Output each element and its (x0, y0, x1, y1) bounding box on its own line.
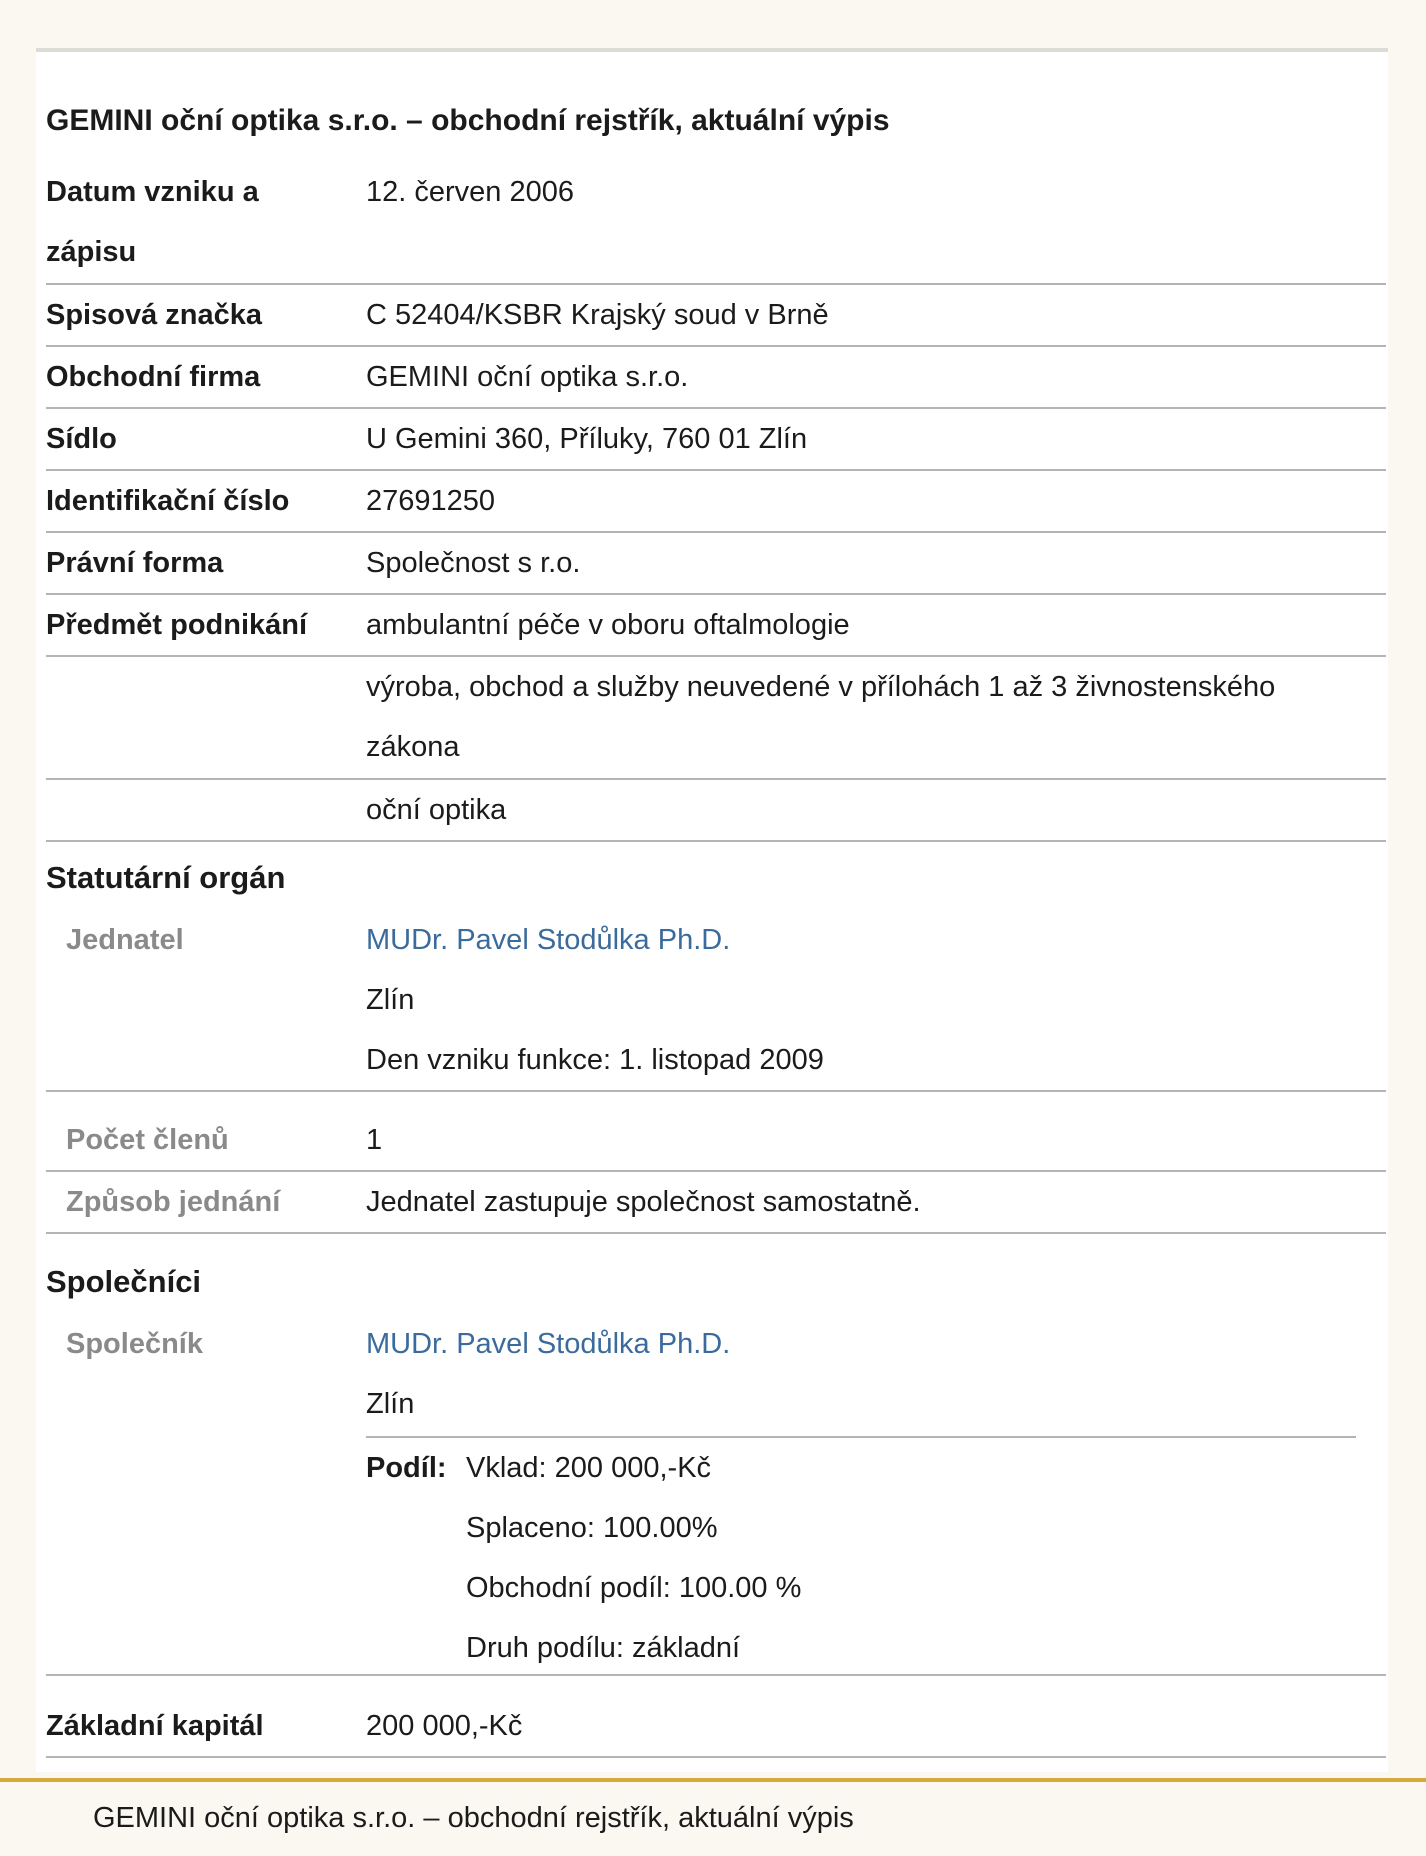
footer-title: GEMINI oční optika s.r.o. – obchodní rejstřík, aktuální výpis (93, 1802, 854, 1834)
page-footer (0, 1778, 1426, 1856)
row-label: Právní forma (46, 547, 224, 579)
row-value: Jednatel zastupuje společnost samostatně. (366, 1186, 921, 1218)
row-value: oční optika (366, 794, 507, 826)
row-label: Sídlo (46, 423, 117, 455)
row-label: Spisová značka (46, 299, 262, 331)
row-value: U Gemini 360, Příluky, 760 01 Zlín (366, 423, 808, 455)
row-spolecnik (46, 1314, 1386, 1676)
row-value: Společnost s r.o. (366, 547, 581, 579)
row-label: Počet členů (66, 1124, 229, 1156)
register-panel (36, 48, 1388, 1772)
page-title: GEMINI oční optika s.r.o. – obchodní rejstřík, aktuální výpis (46, 104, 890, 137)
row-value: 27691250 (366, 485, 496, 517)
row-predmet-item (46, 780, 1386, 842)
share-label: Podíl: (366, 1452, 447, 1484)
row-value: 200 000,-Kč (366, 1710, 523, 1742)
row-value: GEMINI oční optika s.r.o. (366, 361, 689, 393)
share-deposit: Vklad: 200 000,-Kč (466, 1452, 712, 1484)
row-value (366, 1314, 1366, 1434)
row-jednatel (46, 910, 1386, 1092)
row-label: Základní kapitál (46, 1710, 264, 1742)
row-zpusob-jednani (46, 1172, 1386, 1234)
row-predmet-podnikani (46, 595, 1386, 657)
row-pocet-clenu (46, 1110, 1386, 1172)
row-predmet-item (46, 657, 1386, 780)
row-value: C 52404/KSBR Krajský soud v Brně (366, 299, 829, 331)
function-since: Den vzniku funkce: 1. listopad 2009 (366, 1044, 824, 1076)
row-label: Identifikační číslo (46, 485, 290, 517)
row-label: Jednatel (66, 924, 184, 956)
row-label: Obchodní firma (46, 361, 261, 393)
row-value (366, 657, 1326, 777)
row-spisova-znacka (46, 285, 1386, 347)
row-datum-vzniku (46, 162, 1386, 285)
person-city: Zlín (366, 984, 415, 1016)
row-value: ambulantní péče v oboru oftalmologie (366, 609, 850, 641)
row-identifikacni-cislo (46, 471, 1386, 533)
row-sidlo (46, 409, 1386, 471)
section-heading-statutarni-organ: Statutární orgán (46, 860, 286, 895)
section-heading-spolecnici: Společníci (46, 1264, 202, 1299)
predmet-item-text: výroba, obchod a služby neuvedené v přílohách 1 až 3 živnostenského zákona (366, 671, 1276, 763)
row-obchodni-firma (46, 347, 1386, 409)
share-details (466, 1438, 801, 1678)
row-label: Společník (66, 1328, 203, 1360)
share-type: Druh podílu: základní (466, 1632, 741, 1664)
person-link[interactable]: MUDr. Pavel Stodůlka Ph.D. (366, 1328, 731, 1360)
row-label: Způsob jednání (66, 1186, 281, 1218)
row-pravni-forma (46, 533, 1386, 595)
share-business: Obchodní podíl: 100.00 % (466, 1572, 802, 1604)
row-value: 12. červen 2006 (366, 176, 574, 208)
person-link[interactable]: MUDr. Pavel Stodůlka Ph.D. (366, 924, 731, 956)
row-zakladni-kapital (46, 1696, 1386, 1758)
row-value (366, 910, 1366, 1090)
person-city: Zlín (366, 1388, 415, 1420)
share-paid: Splaceno: 100.00% (466, 1512, 718, 1544)
row-label: Datum vzniku a zápisu (46, 176, 259, 268)
row-value: 1 (366, 1124, 383, 1156)
row-label: Předmět podnikání (46, 609, 308, 641)
